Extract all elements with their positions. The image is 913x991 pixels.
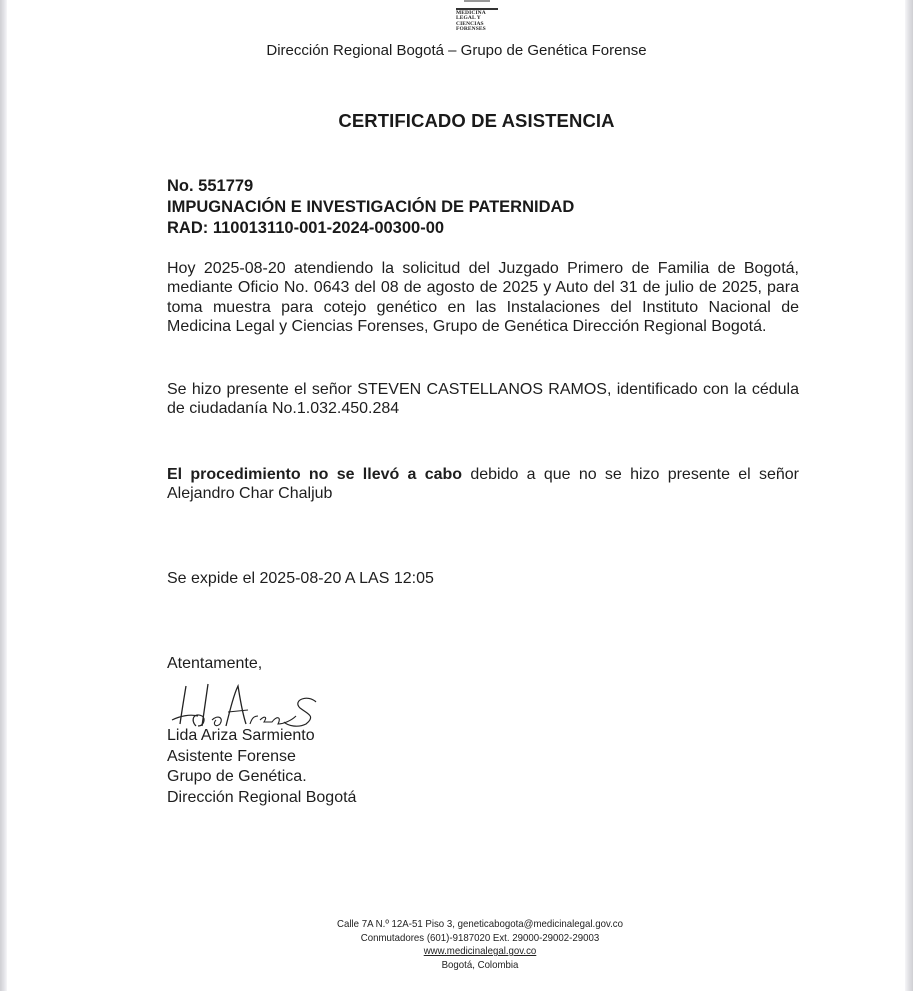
document-title: CERTIFICADO DE ASISTENCIA <box>338 110 615 131</box>
signer-office: Dirección Regional Bogotá <box>167 788 357 806</box>
rad-number: RAD: 110013110-001-2024-00300-00 <box>167 219 445 237</box>
closing-salutation: Atentamente, <box>167 655 263 672</box>
signer-group: Grupo de Genética. <box>167 768 307 785</box>
header-subtitle: Dirección Regional Bogotá – Grupo de Genética Forense <box>266 42 647 59</box>
logo-line: LEGAL Y <box>456 15 481 22</box>
page-edge-right <box>905 0 913 991</box>
case-references <box>167 176 574 239</box>
footer-address: Calle 7A N.º 12A-51 Piso 3, geneticabogota@medicinalegal.gov.co <box>337 918 623 930</box>
paragraph-attendance: Se hizo presente el señor STEVEN CASTELLANOS RAMOS, identificado con la cédula de ciudadanía No.1.032.450.284 <box>167 381 799 418</box>
footer-phones: Conmutadores (601)-9187020 Ext. 29000-29002-29003 <box>360 931 600 944</box>
logo-line: FORENSES <box>456 26 486 33</box>
certificate-number: No. 551779 <box>167 177 254 195</box>
paragraph-request: Hoy 2025-08-20 atendiendo la solicitud del Juzgado Primero de Familia de Bogotá, mediante Oficio No. 0643 del 08 de agosto de 2025 y Auto del 31 de julio de 2025, para toma muestra para cotejo genético en las Instalaciones del Instituto Nacional de Medicina Legal y Ciencias Forenses, Grupo de Genética Dirección Regional Bogotá. <box>167 260 799 335</box>
footer-website-link[interactable]: www.medicinalegal.gov.co <box>423 945 537 958</box>
logo-line: MEDICINA <box>456 10 486 16</box>
signer-block <box>167 726 356 808</box>
issued-statement: Se expide el 2025-08-20 A LAS 12:05 <box>167 570 434 587</box>
page-edge-left <box>0 0 7 991</box>
logo-top-mark <box>464 0 490 2</box>
footer-city: Bogotá, Colombia <box>441 958 519 971</box>
footer-contact <box>38 918 913 972</box>
signer-name: Lida Ariza Sarmiento <box>167 727 315 744</box>
paragraph-outcome <box>167 465 799 504</box>
outcome-reason: debido a que no se hizo presente el señor Alejandro Char Chaljub <box>167 466 800 503</box>
logo-line: CIENCIAS <box>456 20 484 27</box>
signer-role: Asistente Forense <box>167 747 296 765</box>
outcome-emphasis: El procedimiento no se llevó a cabo <box>167 466 463 483</box>
logo-text <box>456 11 486 33</box>
case-type: IMPUGNACIÓN E INVESTIGACIÓN DE PATERNIDAD <box>167 198 575 216</box>
medicina-legal-logo <box>452 0 502 34</box>
